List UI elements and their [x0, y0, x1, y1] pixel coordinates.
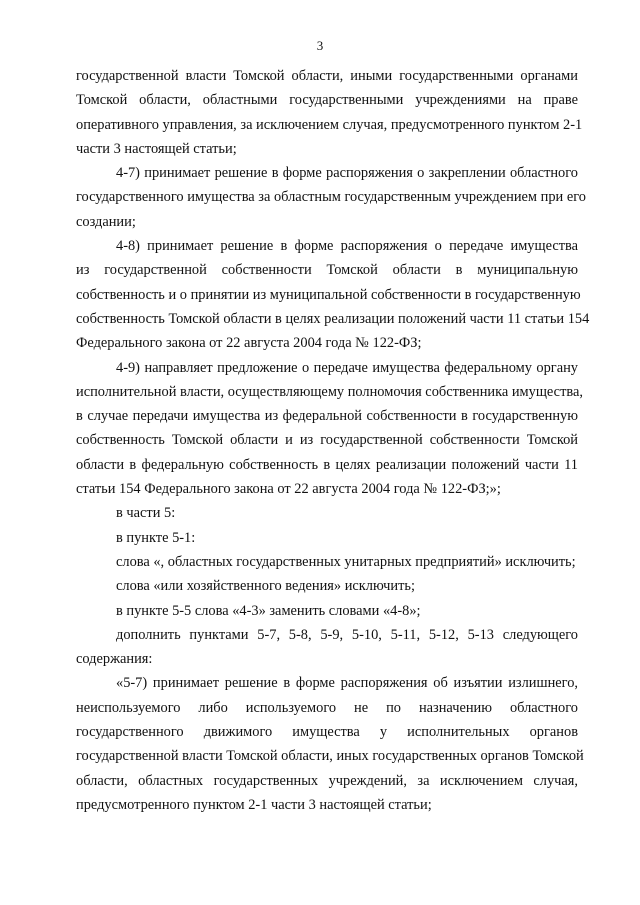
paragraph-4-7-start: 4-7) принимает решение в форме распоряжения о закреплении областного [116, 165, 578, 182]
text-line: создании; [76, 213, 136, 230]
text-line: собственность и о принятии из муниципальной собственности в государственную [76, 286, 581, 303]
text-line: государственной власти Томской области, иными государственными органами [76, 68, 578, 84]
text-line: статьи 154 Федерального закона от 22 августа 2004 года № 122-ФЗ;»; [76, 481, 501, 498]
document-body [76, 64, 590, 817]
text-line: Федерального закона от 22 августа 2004 года № 122-ФЗ; [76, 335, 422, 352]
text-line: неиспользуемого либо используемого не по назначению областного [76, 699, 578, 716]
text-line: государственной власти Томской области, иных государственных органов Томской [76, 748, 584, 765]
text-line: части 3 настоящей статьи; [76, 140, 237, 157]
text-line: слова «, областных государственных унитарных предприятий» исключить; [116, 553, 576, 570]
text-line: слова «или хозяйственного ведения» исключить; [116, 578, 415, 595]
paragraph-4-9-start: 4-9) направляет предложение о передаче имущества федеральному органу [116, 359, 578, 376]
page-number: 3 [316, 38, 324, 53]
text-line: в части 5: [116, 505, 176, 522]
text-line: в пункте 5-5 слова «4-3» заменить словами «4-8»; [116, 602, 421, 619]
text-line: области в федеральную собственность в целях реализации положений части 11 [76, 456, 578, 473]
text-line: оперативного управления, за исключением случая, предусмотренного пунктом 2-1 [76, 116, 583, 133]
text-line: собственность Томской области и из государственной собственности Томской [76, 432, 578, 449]
text-line: предусмотренного пунктом 2-1 части 3 настоящей статьи; [76, 796, 432, 813]
text-line: исполнительной власти, осуществляющему полномочия собственника имущества, [76, 383, 583, 400]
paragraph-4-8-start: 4-8) принимает решение в форме распоряжения о передаче имущества [116, 238, 578, 255]
text-line: собственность Томской области в целях реализации положений части 11 статьи 154 [76, 310, 590, 327]
text-line: в случае передачи имущества из федеральной собственности в государственную [76, 408, 578, 425]
text-line: содержания: [76, 651, 153, 668]
text-line: области, областных государственных учреждений, за исключением случая, [76, 772, 578, 789]
text-line: дополнить пунктами 5-7, 5-8, 5-9, 5-10, 5-11, 5-12, 5-13 следующего [116, 626, 578, 643]
text-line: Томской области, областными государственными учреждениями на праве [76, 92, 578, 109]
text-line: государственного движимого имущества у исполнительных органов [76, 724, 578, 741]
paragraph-5-7-start: «5-7) принимает решение в форме распоряжения об изъятии излишнего, [116, 675, 578, 692]
text-line: государственного имущества за областным государственным учреждением при его [76, 189, 586, 206]
text-line: в пункте 5-1: [116, 529, 196, 546]
text-line: из государственной собственности Томской области в муниципальную [76, 262, 578, 279]
